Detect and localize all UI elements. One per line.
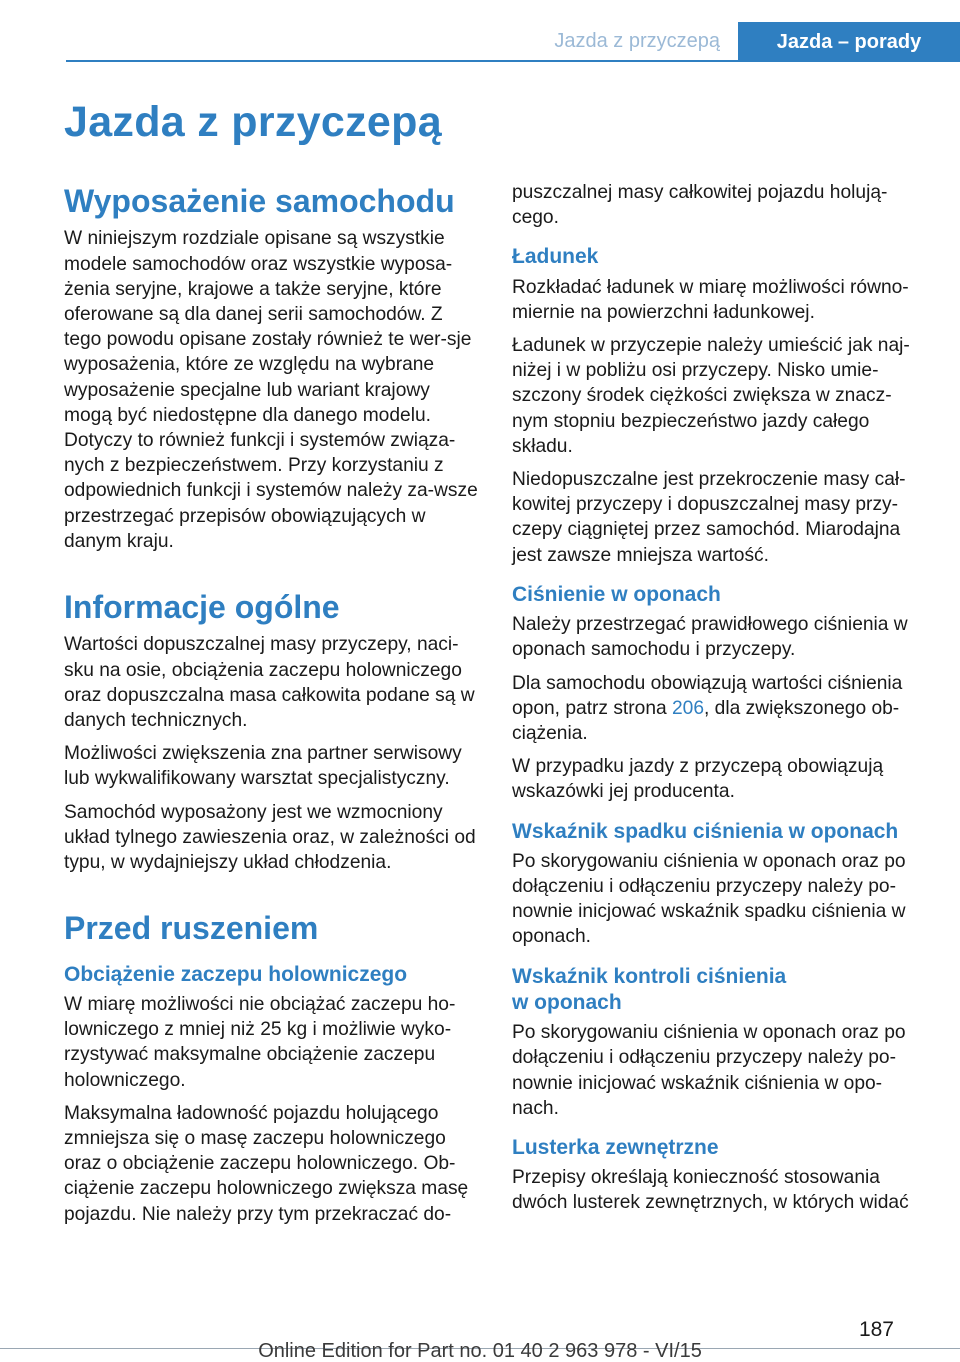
heading-general-info: Informacje ogólne [64, 589, 340, 626]
paragraph: Należy przestrzegać prawidłowego ciśnienia w oponach samochodu i przyczepy. [512, 614, 908, 661]
subheading-flat-tyre-monitor: Wskaźnik spadku ciśnienia w oponach [512, 819, 899, 843]
subheading-exterior-mirrors: Lusterka zewnętrzne [512, 1135, 719, 1159]
paragraph: Wartości dopuszczalnej masy przyczepy, naci‐sku na osie, obciążenia zaczepu holowniczego oraz dopuszczalna masa całkowita podane są w danych technicznych. [64, 634, 475, 732]
text: Dla samochodu obowiązują wartości ciśnienia opon, patrz strona [512, 672, 903, 719]
page-header [0, 22, 960, 62]
header-section-label: Jazda z przyczepą [554, 29, 720, 52]
heading-before-driving: Przed ruszeniem [64, 910, 319, 947]
subheading-tow-hitch-load: Obciążenie zaczepu holowniczego [64, 962, 408, 986]
text: Wskaźnik kontroli ciśnienia [512, 964, 787, 988]
paragraph: Niedopuszczalne jest przekroczenie masy cał‐kowitej przyczepy i dopuszczalnej masy przy‐czepy ciągniętej przez samochód. Miarodajna jest zawsze mniejsza wartość. [512, 469, 906, 566]
paragraph: Maksymalna ładowność pojazdu holującego zmniejsza się o masę zaczepu holowniczego oraz o obciążenie zaczepu holowniczego. Ob‐ciążenie zaczepu holowniczego zwiększa masę pojazdu. Nie należy przy tym przekraczać do‐ [64, 1102, 469, 1225]
paragraph: Możliwości zwiększenia zna partner serwisowy lub wykwalifikowany warsztat specjalistyczny. [64, 743, 462, 790]
paragraph: W niniejszym rozdziale opisane są wszystkie modele samochodów oraz wszystkie wyposa‐żenia seryjne, krajowe a także seryjne, które oferowane są dla danej serii samochodów. Z tego powodu opisane zostały również te wer‐sje wyposażenia, które ze względu na wybrane wyposażenie specjalne lub wariant krajowy mogą być niedostępne dla danego modelu. Dotyczy to również funkcji i systemów związa‐nych z bezpieczeństwem. Przy korzystaniu z odpowiednich funkcji i systemów należy za‐wsze przestrzegać przepisów obowiązujących w danym kraju. [64, 228, 478, 552]
text: w oponach [512, 990, 622, 1014]
subheading-tyre-pressure-monitor [512, 964, 926, 1017]
paragraph: Ładunek w przyczepie należy umieścić jak naj‐niżej i w pobliżu osi przyczepy. Nisko umie‐szczony środek ciężkości zwiększa w znacz‐nym stopniu bezpieczeństwo jazdy całego składu. [512, 335, 910, 457]
paragraph [512, 671, 926, 747]
paragraph: Rozkładać ładunek w miarę możliwości równo‐miernie na powierzchni ładunkowej. [512, 276, 909, 323]
heading-equipment: Wyposażenie samochodu [64, 183, 455, 219]
paragraph: W miarę możliwości nie obciążać zaczepu ho‐lowniczego z mniej niż 25 kg i możliwie wyko‐rzystywać maksymalne obciążenie zaczepu holowniczego. [64, 993, 456, 1091]
page-link[interactable]: 206 [672, 697, 705, 719]
footer-edition: Online Edition for Part no. 01 40 2 963 978 - VI/15 [258, 1340, 702, 1362]
left-column [64, 182, 478, 1235]
paragraph: Przepisy określają konieczność stosowania dwóch lusterek zewnętrznych, w których widać [512, 1167, 909, 1214]
header-divider [66, 60, 960, 62]
paragraph: Po skorygowaniu ciśnienia w oponach oraz po dołączeniu i odłączeniu przyczepy należy po‐nownie inicjować wskaźnik ciśnienia w opo‐nach. [512, 1022, 906, 1119]
page-number: 187 [858, 1318, 894, 1341]
subheading-tyre-pressure: Ciśnienie w oponach [512, 582, 721, 606]
page-title: Jazda z przyczepą [64, 98, 442, 146]
paragraph: Samochód wyposażony jest we wzmocniony układ tylnego zawieszenia oraz, w zależności od typu, w wydajniejszy układ chłodzenia. [64, 801, 476, 874]
paragraph: W przypadku jazdy z przyczepą obowiązują wskazówki jej producenta. [512, 756, 884, 803]
right-column [512, 180, 926, 1224]
subheading-load: Ładunek [512, 245, 599, 269]
header-chapter-tab: Jazda – porady [738, 22, 960, 62]
paragraph: puszczalnej masy całkowitej pojazdu holują‐cego. [512, 182, 888, 229]
text: , dla zwiększonego ob‐ciążenia. [512, 697, 900, 744]
paragraph: Po skorygowaniu ciśnienia w oponach oraz po dołączeniu i odłączeniu przyczepy należy po‐nownie inicjować wskaźnik spadku ciśnienia w oponach. [512, 850, 906, 948]
